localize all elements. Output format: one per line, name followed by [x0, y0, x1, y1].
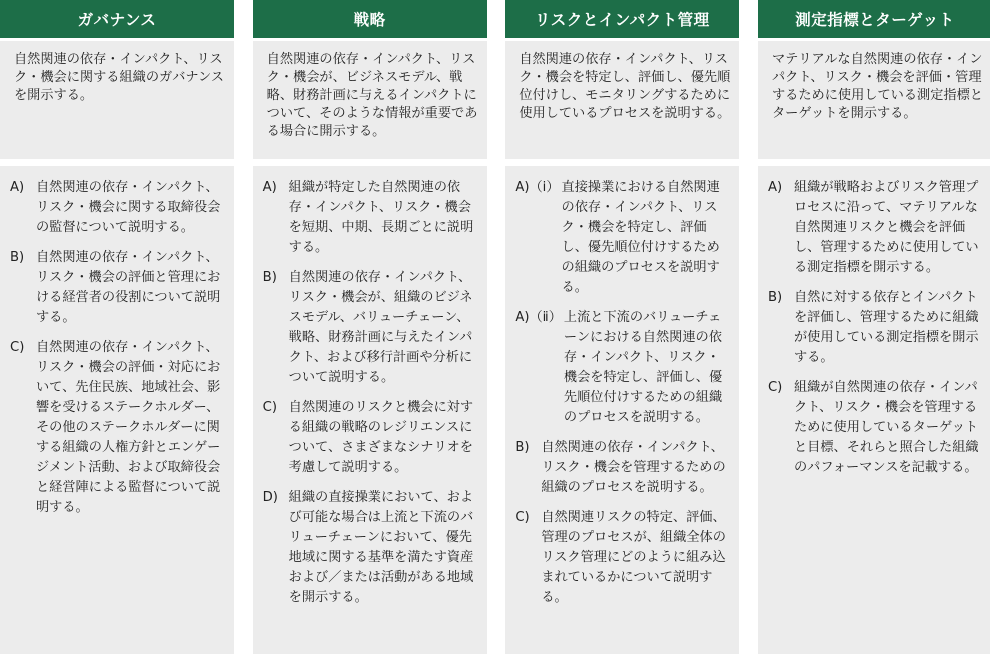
column-header-metrics-targets: 測定指標とターゲット: [758, 0, 990, 38]
disclosure-text: 自然関連の依存・インパクト、リスク・機会に関する取締役会の監督について説明する。: [36, 180, 221, 235]
disclosure-label: C): [262, 400, 278, 415]
disclosure-item: [263, 488, 479, 608]
column-details-metrics-targets: [758, 166, 990, 654]
disclosure-text: 組織が戦略およびリスク管理プロセスに沿って、マテリアルな自然関連リスクと機会を評価し、管理するために使用している測定指標を開示する。: [793, 180, 979, 275]
disclosure-item: [768, 178, 984, 278]
disclosure-item: [10, 338, 226, 518]
disclosure-label: B): [767, 290, 783, 305]
disclosure-item: [515, 308, 731, 428]
disclosure-label: D): [262, 490, 278, 505]
disclosure-text: 上流と下流のバリューチェーンにおける自然関連の依存・インパクト、リスク・機会を特定し、評価し、優先順位付けするための組織のプロセスを説明する。: [563, 310, 723, 425]
disclosure-item: [768, 378, 984, 478]
disclosure-text: 自然関連のリスクと機会に対する組織の戦略のレジリエンスについて、さまざまなシナリオを考慮して説明する。: [288, 400, 474, 475]
disclosure-text: 組織が自然関連の依存・インパクト、リスク・機会を管理するために使用しているターゲットと目標、それらと照合した組織のパフォーマンスを記載する。: [793, 380, 979, 475]
disclosure-label: A): [767, 180, 783, 195]
disclosure-item: [515, 178, 731, 298]
disclosure-item: [263, 178, 479, 258]
column-summary-governance: 自然関連の依存・インパクト、リスク・機会に関する組織のガバナンスを開示する。: [0, 41, 234, 159]
disclosure-text: 自然関連の依存・インパクト、リスク・機会の評価と管理における経営者の役割について説明する。: [36, 250, 221, 325]
disclosure-item: [263, 268, 479, 388]
disclosure-label: A)（ⅱ）: [515, 310, 562, 325]
column-summary-strategy: 自然関連の依存・インパクト、リスク・機会が、ビジネスモデル、戦略、財務計画に与えるインパクトについて、そのような情報が重要である場合に開示する。: [253, 41, 487, 159]
disclosure-item: [768, 288, 984, 368]
disclosure-text: 自然関連の依存・インパクト、リスク・機会が、組織のビジネスモデル、バリューチェーン、戦略、財務計画に与えたインパクト、および移行計画や分析について説明する。: [288, 270, 473, 385]
disclosure-label: C): [10, 340, 25, 355]
disclosure-label: C): [767, 380, 783, 395]
disclosure-text: 組織が特定した自然関連の依存・インパクト、リスク・機会を短期、中期、長期ごとに説明する。: [288, 180, 474, 255]
disclosure-label: A)（ⅰ）: [515, 180, 560, 195]
disclosure-item: [515, 438, 731, 498]
disclosure-label: A): [10, 180, 25, 195]
disclosure-item: [263, 398, 479, 478]
disclosure-text: 自然関連リスクの特定、評価、管理のプロセスが、組織全体のリスク管理にどのように組み込まれているかについて説明する。: [541, 510, 726, 605]
column-summary-metrics-targets: マテリアルな自然関連の依存・インパクト、リスク・機会を評価・管理するために使用している測定指標とターゲットを開示する。: [758, 41, 990, 159]
disclosure-label: B): [262, 270, 277, 285]
disclosure-item: [10, 248, 226, 328]
disclosure-text: 自然に対する依存とインパクトを評価し、管理するために組織が使用している測定指標を開示する。: [793, 290, 979, 365]
disclosure-label: B): [515, 440, 530, 455]
disclosure-text: 自然関連の依存・インパクト、リスク・機会を管理するための組織のプロセスを説明する。: [541, 440, 726, 495]
column-header-strategy: 戦略: [253, 0, 487, 38]
column-summary-risk-impact-management: 自然関連の依存・インパクト、リスク・機会を特定し、評価し、優先順位付けし、モニタリングするために使用しているプロセスを説明する。: [505, 41, 739, 159]
disclosure-text: 自然関連の依存・インパクト、リスク・機会の評価・対応において、先住民族、地域社会、影響を受けるステークホルダー、その他のステークホルダーに関する組織の人権方針とエンゲージメント活動、および取締役会と経営陣による監督について説明する。: [36, 340, 221, 515]
column-header-governance: ガバナンス: [0, 0, 234, 38]
column-details-risk-impact-management: [505, 166, 739, 654]
disclosure-text: 組織の直接操業において、および可能な場合は上流と下流のバリューチェーンにおいて、優先地域に関する基準を満たす資産および／または活動がある地域を開示する。: [288, 490, 474, 605]
disclosure-label: B): [10, 250, 25, 265]
disclosure-label: A): [262, 180, 277, 195]
column-details-strategy: [253, 166, 487, 654]
disclosure-item: [515, 508, 731, 608]
disclosure-item: [10, 178, 226, 238]
disclosure-label: C): [515, 510, 530, 525]
column-details-governance: [0, 166, 234, 654]
disclosure-text: 直接操業における自然関連の依存・インパクト、リスク・機会を特定し、評価し、優先順位付けするための組織のプロセスを説明する。: [561, 180, 720, 295]
column-header-risk-impact-management: リスクとインパクト管理: [505, 0, 739, 38]
